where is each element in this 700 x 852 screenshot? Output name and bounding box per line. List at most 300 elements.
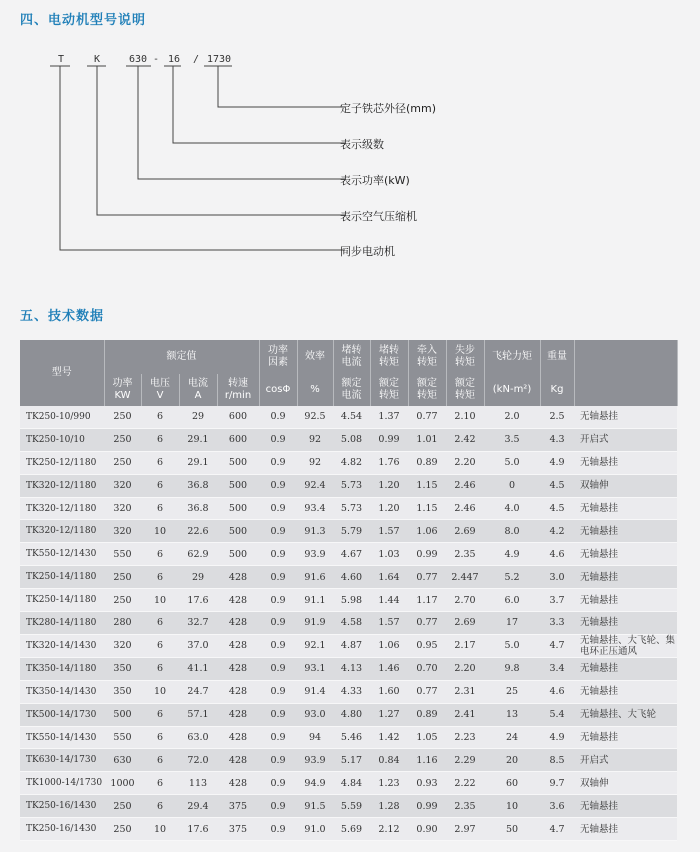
cell-value: 6 — [141, 634, 179, 657]
cell-value: 5.73 — [333, 474, 370, 497]
cell-value: 10 — [141, 520, 179, 543]
cell-value: 428 — [217, 703, 259, 726]
cell-value: 29.1 — [179, 451, 217, 474]
cell-model: TK1000-14/1730 — [20, 772, 104, 795]
cell-value: 2.69 — [446, 520, 484, 543]
table-row — [20, 451, 677, 474]
cell-value: 22.6 — [179, 520, 217, 543]
cell-value: 250 — [104, 566, 141, 589]
header-flywheel: 飞轮力矩 — [484, 340, 540, 374]
cell-value: 1.15 — [408, 497, 446, 520]
cell-model: TK280-14/1180 — [20, 612, 104, 635]
cell-value: 0.9 — [259, 657, 297, 680]
cell-value: 320 — [104, 474, 141, 497]
cell-value: 2.29 — [446, 749, 484, 772]
cell-value: 2.35 — [446, 795, 484, 818]
cell-value: 2.46 — [446, 497, 484, 520]
header-pullin-unit — [408, 374, 446, 406]
cell-value: 250 — [104, 406, 141, 428]
cell-value: 0.77 — [408, 406, 446, 428]
cell-value: 36.8 — [179, 474, 217, 497]
cell-value: 5.73 — [333, 497, 370, 520]
cell-value: 6 — [141, 612, 179, 635]
cell-value: 0.95 — [408, 634, 446, 657]
cell-value: 4.54 — [333, 406, 370, 428]
cell-value: 1.28 — [370, 795, 408, 818]
cell-value: 1.60 — [370, 680, 408, 703]
cell-value: 6 — [141, 749, 179, 772]
cell-note: 双轴伸 — [574, 772, 677, 795]
cell-value: 6 — [141, 451, 179, 474]
cell-value: 3.3 — [540, 612, 574, 635]
leader-sync-motor — [60, 66, 345, 250]
table-row — [20, 726, 677, 749]
cell-value: 92 — [297, 451, 333, 474]
cell-value: 93.0 — [297, 703, 333, 726]
cell-value: 6.0 — [484, 589, 540, 612]
cell-value: 0.9 — [259, 749, 297, 772]
cell-value: 5.69 — [333, 818, 370, 841]
cell-value: 630 — [104, 749, 141, 772]
cell-value: 250 — [104, 451, 141, 474]
cell-value: 4.2 — [540, 520, 574, 543]
cell-value: 500 — [217, 474, 259, 497]
cell-value: 62.9 — [179, 543, 217, 566]
cell-value: 250 — [104, 795, 141, 818]
cell-model: TK250-16/1430 — [20, 818, 104, 841]
label-stator-diameter: 定子铁芯外径(mm) — [340, 102, 437, 115]
cell-value: 500 — [104, 703, 141, 726]
header-fly-unit: (kN-m²) — [484, 374, 540, 406]
cell-value: 428 — [217, 566, 259, 589]
cell-value: 0.77 — [408, 566, 446, 589]
cell-value: 2.42 — [446, 428, 484, 451]
cell-value: 428 — [217, 726, 259, 749]
cell-value: 17.6 — [179, 589, 217, 612]
cell-value: 1.15 — [408, 474, 446, 497]
code-poles: 16 — [168, 54, 181, 65]
cell-value: 4.6 — [540, 680, 574, 703]
cell-value: 0.9 — [259, 566, 297, 589]
cell-note: 无轴悬挂 — [574, 543, 677, 566]
cell-note: 无轴悬挂 — [574, 612, 677, 635]
header-speed-label: 转速 r/min — [224, 378, 252, 401]
header-power-label: 功率 KW — [112, 378, 133, 401]
header-pf-label: 功率 因素 — [268, 345, 288, 368]
cell-value: 0.9 — [259, 451, 297, 474]
cell-value: 4.80 — [333, 703, 370, 726]
cell-model: TK320-12/1180 — [20, 520, 104, 543]
cell-value: 4.58 — [333, 612, 370, 635]
cell-value: 93.1 — [297, 657, 333, 680]
cell-note: 开启式 — [574, 749, 677, 772]
cell-value: 4.7 — [540, 818, 574, 841]
cell-value: 500 — [217, 497, 259, 520]
header-power — [104, 374, 141, 406]
label-air-compressor: 表示空气压缩机 — [340, 210, 417, 223]
header-stall-torque-unit — [370, 374, 408, 406]
header-stall-current-label: 堵转 电流 — [341, 345, 362, 368]
section-5-title: 五、技术数据 — [20, 309, 105, 324]
header-pullout-label: 失步 转矩 — [455, 345, 475, 368]
header-pullin-unit-label: 额定 转矩 — [417, 378, 437, 401]
cell-value: 2.23 — [446, 726, 484, 749]
cell-note: 无轴悬挂 — [574, 406, 677, 428]
cell-value: 1.44 — [370, 589, 408, 612]
label-sync-motor: 同步电动机 — [340, 245, 395, 258]
cell-value: 2.10 — [446, 406, 484, 428]
cell-model: TK320-14/1430 — [20, 634, 104, 657]
cell-value: 92.1 — [297, 634, 333, 657]
cell-value: 92 — [297, 428, 333, 451]
header-rated: 额定值 — [104, 340, 259, 374]
cell-value: 4.84 — [333, 772, 370, 795]
cell-value: 4.7 — [540, 634, 574, 657]
cell-value: 1.57 — [370, 520, 408, 543]
cell-value: 3.7 — [540, 589, 574, 612]
cell-value: 2.447 — [446, 566, 484, 589]
cell-note: 无轴悬挂 — [574, 795, 677, 818]
cell-value: 9.7 — [540, 772, 574, 795]
table-row — [20, 749, 677, 772]
cell-value: 60 — [484, 772, 540, 795]
header-stall-torque-unit-label: 额定 转矩 — [379, 378, 399, 401]
cell-value: 91.1 — [297, 589, 333, 612]
cell-value: 350 — [104, 657, 141, 680]
cell-value: 17.6 — [179, 818, 217, 841]
header-weight: 重量 — [540, 340, 574, 374]
cell-model: TK550-14/1430 — [20, 726, 104, 749]
cell-value: 0.99 — [408, 795, 446, 818]
cell-value: 0.9 — [259, 703, 297, 726]
cell-value: 320 — [104, 634, 141, 657]
header-pullin — [408, 340, 446, 374]
code-k: K — [94, 54, 101, 65]
cell-value: 1.20 — [370, 474, 408, 497]
header-efficiency: 效率 — [297, 340, 333, 374]
cell-value: 0.9 — [259, 726, 297, 749]
header-stall-current-unit — [333, 374, 370, 406]
cell-value: 1000 — [104, 772, 141, 795]
header-voltage — [141, 374, 179, 406]
table-row — [20, 634, 677, 657]
cell-value: 4.3 — [540, 428, 574, 451]
cell-value: 92.4 — [297, 474, 333, 497]
cell-value: 5.4 — [540, 703, 574, 726]
label-poles: 表示级数 — [340, 138, 384, 151]
header-weight-unit: Kg — [540, 374, 574, 406]
header-pullout — [446, 340, 484, 374]
cell-value: 0.9 — [259, 543, 297, 566]
cell-value: 0.9 — [259, 634, 297, 657]
leader-poles — [173, 66, 345, 143]
cell-value: 500 — [217, 520, 259, 543]
cell-value: 0.9 — [259, 612, 297, 635]
cell-value: 428 — [217, 612, 259, 635]
cell-value: 320 — [104, 497, 141, 520]
cell-value: 6 — [141, 703, 179, 726]
cell-value: 3.0 — [540, 566, 574, 589]
cell-value: 4.9 — [540, 451, 574, 474]
table-row — [20, 474, 677, 497]
cell-value: 428 — [217, 680, 259, 703]
header-model: 型号 — [20, 340, 104, 406]
cell-value: 10 — [484, 795, 540, 818]
cell-value: 428 — [217, 589, 259, 612]
cell-value: 63.0 — [179, 726, 217, 749]
cell-value: 91.9 — [297, 612, 333, 635]
cell-model: TK250-14/1180 — [20, 566, 104, 589]
cell-note: 双轴伸 — [574, 474, 677, 497]
cell-value: 0.89 — [408, 703, 446, 726]
cell-value: 25 — [484, 680, 540, 703]
cell-value: 2.41 — [446, 703, 484, 726]
cell-value: 94 — [297, 726, 333, 749]
cell-value: 3.6 — [540, 795, 574, 818]
cell-value: 94.9 — [297, 772, 333, 795]
cell-value: 1.76 — [370, 451, 408, 474]
cell-value: 5.98 — [333, 589, 370, 612]
cell-value: 0.77 — [408, 612, 446, 635]
cell-value: 6 — [141, 566, 179, 589]
cell-value: 6 — [141, 474, 179, 497]
table-row — [20, 566, 677, 589]
cell-value: 4.33 — [333, 680, 370, 703]
cell-note: 无轴悬挂 — [574, 451, 677, 474]
leader-diameter — [218, 66, 345, 107]
table-row — [20, 497, 677, 520]
cell-note: 无轴悬挂 — [574, 589, 677, 612]
cell-value: 1.57 — [370, 612, 408, 635]
cell-value: 2.69 — [446, 612, 484, 635]
cell-value: 4.5 — [540, 474, 574, 497]
cell-value: 93.4 — [297, 497, 333, 520]
cell-value: 8.0 — [484, 520, 540, 543]
cell-value: 113 — [179, 772, 217, 795]
cell-value: 20 — [484, 749, 540, 772]
cell-value: 0.93 — [408, 772, 446, 795]
cell-model: TK350-14/1180 — [20, 657, 104, 680]
header-speed — [217, 374, 259, 406]
cell-value: 29.4 — [179, 795, 217, 818]
cell-value: 320 — [104, 520, 141, 543]
cell-value: 37.0 — [179, 634, 217, 657]
cell-value: 50 — [484, 818, 540, 841]
table-row — [20, 680, 677, 703]
cell-value: 250 — [104, 589, 141, 612]
cell-value: 6 — [141, 406, 179, 428]
cell-value: 428 — [217, 634, 259, 657]
cell-note: 开启式 — [574, 428, 677, 451]
cell-value: 2.46 — [446, 474, 484, 497]
header-current — [179, 374, 217, 406]
cell-note: 无轴悬挂 — [574, 726, 677, 749]
cell-note: 无轴悬挂 — [574, 566, 677, 589]
cell-value: 5.2 — [484, 566, 540, 589]
cell-value: 1.16 — [408, 749, 446, 772]
cell-value: 1.03 — [370, 543, 408, 566]
cell-value: 4.6 — [540, 543, 574, 566]
cell-value: 10 — [141, 589, 179, 612]
label-power: 表示功率(kW) — [340, 174, 410, 187]
cell-value: 91.5 — [297, 795, 333, 818]
cell-note: 无轴悬挂 — [574, 497, 677, 520]
cell-value: 280 — [104, 612, 141, 635]
cell-value: 6 — [141, 726, 179, 749]
table-row — [20, 612, 677, 635]
cell-value: 250 — [104, 428, 141, 451]
header-note — [574, 340, 677, 406]
cell-value: 2.70 — [446, 589, 484, 612]
cell-model: TK500-14/1730 — [20, 703, 104, 726]
cell-value: 0.90 — [408, 818, 446, 841]
code-dash: - — [153, 54, 160, 65]
cell-value: 600 — [217, 406, 259, 428]
header-power-factor — [259, 340, 297, 374]
cell-value: 8.5 — [540, 749, 574, 772]
cell-value: 550 — [104, 543, 141, 566]
cell-value: 5.59 — [333, 795, 370, 818]
table-row — [20, 543, 677, 566]
cell-value: 0.70 — [408, 657, 446, 680]
cell-value: 428 — [217, 772, 259, 795]
cell-value: 57.1 — [179, 703, 217, 726]
header-eff-unit: % — [297, 374, 333, 406]
table-row — [20, 795, 677, 818]
cell-value: 500 — [217, 543, 259, 566]
cell-value: 1.06 — [370, 634, 408, 657]
cell-value: 6 — [141, 497, 179, 520]
cell-value: 0.9 — [259, 497, 297, 520]
cell-value: 2.17 — [446, 634, 484, 657]
cell-value: 5.0 — [484, 451, 540, 474]
cell-model: TK250-14/1180 — [20, 589, 104, 612]
cell-value: 5.46 — [333, 726, 370, 749]
cell-value: 428 — [217, 657, 259, 680]
section-4-title: 四、电动机型号说明 — [20, 13, 147, 28]
table-row — [20, 657, 677, 680]
cell-value: 4.60 — [333, 566, 370, 589]
cell-model: TK630-14/1730 — [20, 749, 104, 772]
cell-value: 2.31 — [446, 680, 484, 703]
cell-value: 24 — [484, 726, 540, 749]
cell-value: 0.9 — [259, 795, 297, 818]
cell-value: 0 — [484, 474, 540, 497]
cell-note: 无轴悬挂、大飞轮、集电环正压通风 — [574, 634, 677, 657]
cell-value: 4.13 — [333, 657, 370, 680]
cell-value: 5.17 — [333, 749, 370, 772]
cell-value: 550 — [104, 726, 141, 749]
cell-value: 0.89 — [408, 451, 446, 474]
cell-value: 4.67 — [333, 543, 370, 566]
header-stall-torque — [370, 340, 408, 374]
cell-value: 10 — [141, 818, 179, 841]
cell-value: 1.64 — [370, 566, 408, 589]
cell-value: 0.99 — [408, 543, 446, 566]
header-pullout-unit-label: 额定 转矩 — [455, 378, 475, 401]
cell-value: 1.37 — [370, 406, 408, 428]
cell-value: 93.9 — [297, 543, 333, 566]
cell-model: TK550-12/1430 — [20, 543, 104, 566]
cell-value: 2.22 — [446, 772, 484, 795]
cell-value: 3.4 — [540, 657, 574, 680]
cell-model: TK250-12/1180 — [20, 451, 104, 474]
cell-value: 6 — [141, 772, 179, 795]
cell-value: 0.99 — [370, 428, 408, 451]
table-row — [20, 520, 677, 543]
cell-value: 36.8 — [179, 497, 217, 520]
cell-value: 2.97 — [446, 818, 484, 841]
cell-value: 1.42 — [370, 726, 408, 749]
cell-value: 2.12 — [370, 818, 408, 841]
cell-value: 0.9 — [259, 428, 297, 451]
leader-power — [138, 66, 345, 179]
header-pullout-unit — [446, 374, 484, 406]
header-current-label: 电流 A — [188, 378, 208, 401]
cell-value: 6 — [141, 657, 179, 680]
cell-value: 6 — [141, 428, 179, 451]
cell-value: 72.0 — [179, 749, 217, 772]
cell-value: 0.9 — [259, 589, 297, 612]
table-row — [20, 772, 677, 795]
cell-model: TK320-12/1180 — [20, 474, 104, 497]
tech-data-table — [20, 340, 678, 841]
cell-value: 29 — [179, 566, 217, 589]
cell-value: 2.20 — [446, 657, 484, 680]
cell-value: 4.5 — [540, 497, 574, 520]
cell-value: 2.5 — [540, 406, 574, 428]
cell-value: 29.1 — [179, 428, 217, 451]
cell-value: 91.4 — [297, 680, 333, 703]
cell-value: 13 — [484, 703, 540, 726]
cell-value: 600 — [217, 428, 259, 451]
cell-value: 4.87 — [333, 634, 370, 657]
cell-value: 0.9 — [259, 474, 297, 497]
cell-note: 无轴悬挂 — [574, 520, 677, 543]
cell-value: 6 — [141, 543, 179, 566]
cell-note: 无轴悬挂 — [574, 818, 677, 841]
header-pf-unit: cosΦ — [259, 374, 297, 406]
cell-value: 250 — [104, 818, 141, 841]
cell-value: 0.9 — [259, 520, 297, 543]
cell-value: 5.0 — [484, 634, 540, 657]
cell-value: 1.01 — [408, 428, 446, 451]
cell-value: 9.8 — [484, 657, 540, 680]
cell-value: 91.6 — [297, 566, 333, 589]
table-row — [20, 703, 677, 726]
cell-value: 6 — [141, 795, 179, 818]
cell-value: 32.7 — [179, 612, 217, 635]
cell-note: 无轴悬挂 — [574, 657, 677, 680]
cell-value: 0.9 — [259, 772, 297, 795]
table-row — [20, 428, 677, 451]
cell-value: 2.35 — [446, 543, 484, 566]
cell-value: 91.3 — [297, 520, 333, 543]
cell-value: 5.79 — [333, 520, 370, 543]
cell-model: TK250-10/990 — [20, 406, 104, 428]
code-power: 630 — [129, 54, 148, 65]
cell-value: 3.5 — [484, 428, 540, 451]
code-t: T — [58, 54, 65, 65]
table-row — [20, 406, 677, 428]
cell-value: 41.1 — [179, 657, 217, 680]
cell-value: 10 — [141, 680, 179, 703]
cell-value: 1.46 — [370, 657, 408, 680]
table-body — [20, 406, 677, 841]
cell-value: 29 — [179, 406, 217, 428]
cell-value: 0.77 — [408, 680, 446, 703]
code-diameter: 1730 — [207, 54, 232, 65]
